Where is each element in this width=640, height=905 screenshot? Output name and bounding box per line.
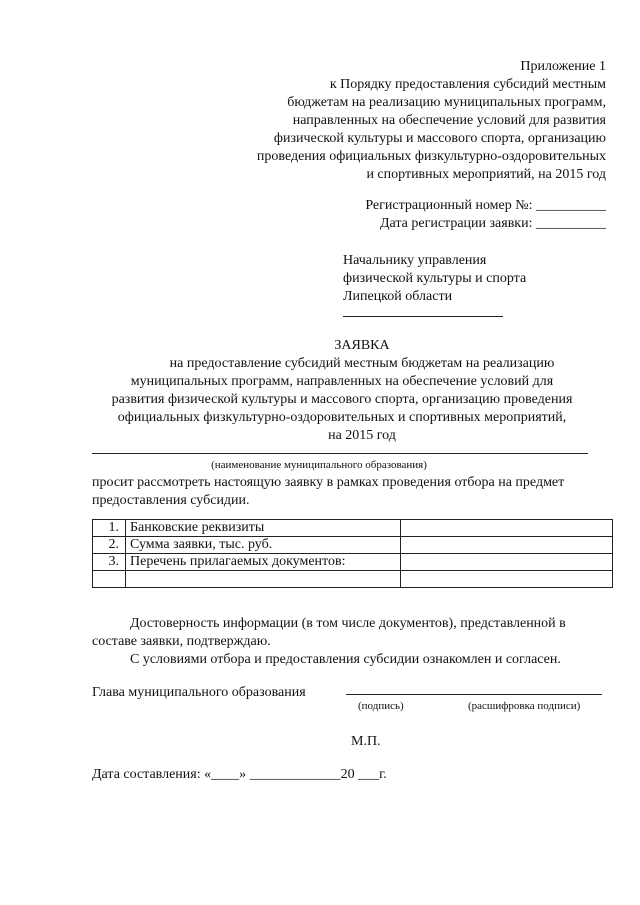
subtitle-line: развития физической культуры и массового спорта, организацию проведения [111,392,573,407]
head-label: Глава муниципального образования [92,685,306,700]
registration-date-field[interactable]: Дата регистрации заявки: __________ [379,216,606,231]
appendix-line: и спортивных мероприятий, на 2015 год [366,167,606,182]
confirmation-line: С условиями отбора и предоставления субсидии ознакомлен и согласен. [130,652,561,667]
row-value-cell[interactable] [401,537,613,554]
row-number: 3. [93,554,126,571]
municipality-caption: (наименование муниципального образования) [211,459,427,471]
subtitle-line: на 2015 год [328,428,396,443]
row-label: Сумма заявки, тыс. руб. [126,537,401,554]
registration-number-field[interactable]: Регистрационный номер №: __________ [365,198,606,213]
confirmation-line: Достоверность информации (в том числе документов), представленной в [130,616,566,631]
row-label: Перечень прилагаемых документов: [126,554,401,571]
appendix-line: проведения официальных физкультурно-оздоровительных [256,149,606,164]
addressee-name-line[interactable] [343,316,503,317]
table-row [93,537,613,554]
appendix-line: физической культуры и массового спорта, организацию [273,131,606,146]
stamp-placeholder: М.П. [351,734,381,749]
row-value-cell[interactable] [401,520,613,537]
confirmation-line: составе заявки, подтверждаю. [92,634,271,649]
table-row [93,571,613,588]
application-table [92,519,613,588]
addressee-line: Липецкой области [343,289,453,304]
row-value-cell[interactable] [401,571,613,588]
request-text-line: просит рассмотреть настоящую заявку в рамках проведения отбора на предмет [92,475,565,490]
appendix-line: к Порядку предоставления субсидий местным [329,77,606,92]
decryption-caption: (расшифровка подписи) [468,700,581,712]
row-number: 2. [93,537,126,554]
appendix-line: направленных на обеспечение условий для развития [292,113,606,128]
document-title: ЗАЯВКА [334,338,390,353]
addressee-line: Начальнику управления [343,253,487,268]
table-row [93,520,613,537]
date-field[interactable]: Дата составления: «____» _____________20 ___г. [92,767,387,782]
row-value-cell[interactable] [401,554,613,571]
table-row [93,554,613,571]
row-label[interactable] [126,571,401,588]
signature-caption: (подпись) [358,700,404,712]
subtitle-line: муниципальных программ, направленных на обеспечение условий для [130,374,554,389]
signature-line[interactable] [346,694,602,695]
appendix-number: Приложение 1 [520,59,606,74]
request-text-line: предоставления субсидии. [92,493,250,508]
addressee-line: физической культуры и спорта [343,271,527,286]
row-label: Банковские реквизиты [126,520,401,537]
appendix-line: бюджетам на реализацию муниципальных программ, [287,95,606,110]
subtitle-line: официальных физкультурно-оздоровительных и спортивных мероприятий, [117,410,567,425]
subtitle-line: на предоставление субсидий местным бюджетам на реализацию [169,356,555,371]
municipality-name-line[interactable] [92,453,588,454]
row-number: 1. [93,520,126,537]
row-number [93,571,126,588]
